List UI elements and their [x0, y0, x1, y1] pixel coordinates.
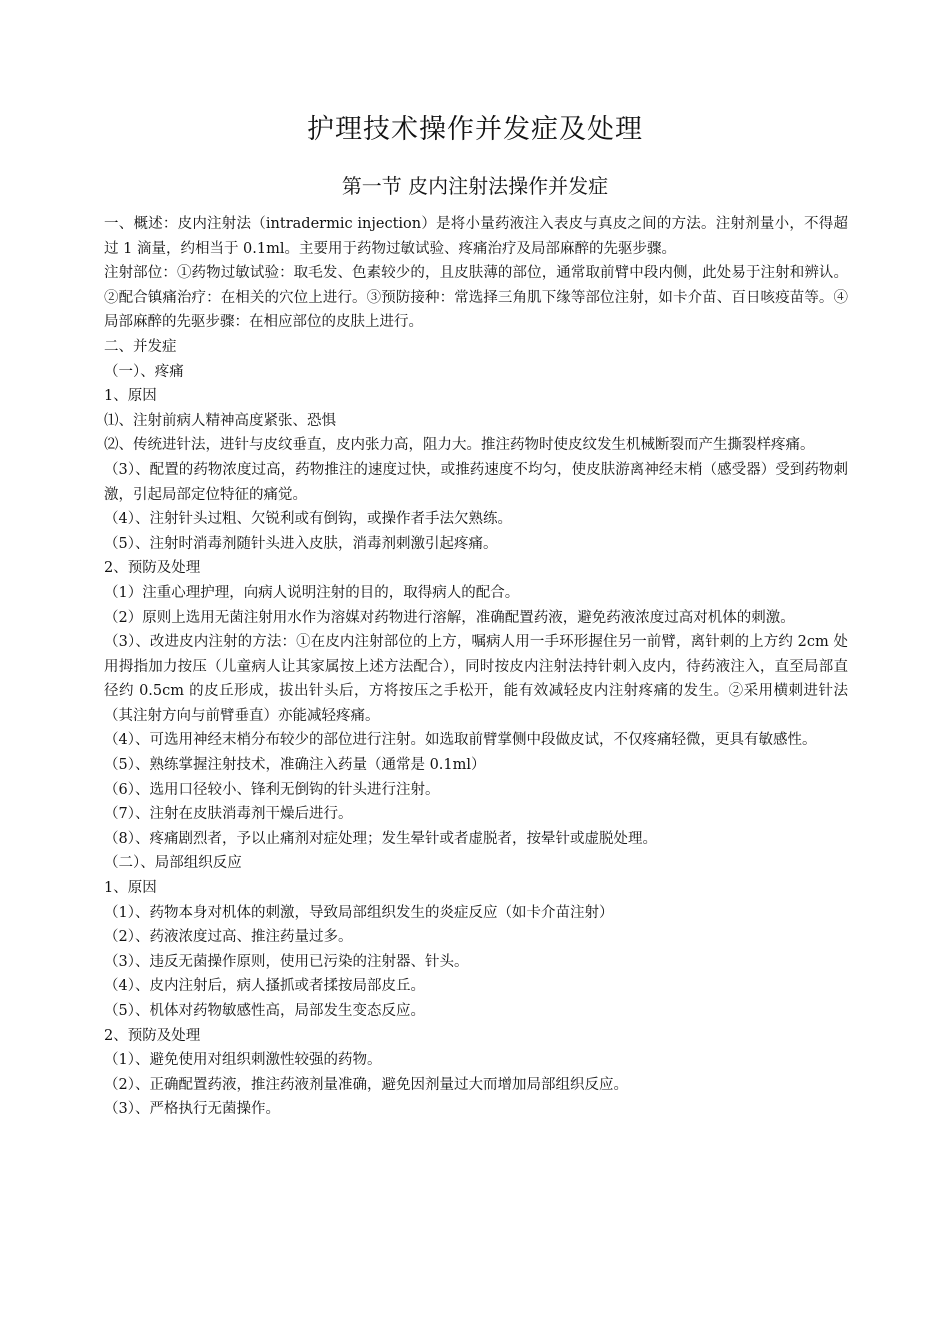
list-item: （1）、药物本身对机体的刺激，导致局部组织发生的炎症反应（如卡介苗注射）	[104, 904, 614, 921]
heading-local-reaction-causes: 1、原因	[104, 880, 157, 897]
document-body	[104, 212, 848, 1122]
list-item: （1）、避免使用对组织刺激性较强的药物。	[104, 1052, 382, 1069]
list-item: ⑵、传统进针法，进针与皮纹垂直，皮内张力高，阻力大。推注药物时使皮纹发生机械断裂而产生撕裂样疼痛。	[104, 437, 815, 454]
section-title: 第一节 皮内注射法操作并发症	[341, 174, 609, 198]
list-item: ⑴、注射前病人精神高度紧张、恐惧	[104, 412, 336, 429]
list-item: （8）、疼痛剧烈者，予以止痛剂对症处理；发生晕针或者虚脱者，按晕针或虚脱处理。	[104, 830, 657, 847]
injection-site-paragraph: 注射部位：①药物过敏试验：取毛发、色素较少的，且皮肤薄的部位，通常取前臂中段内侧，此处易于注射和辨认。②配合镇痛治疗：在相关的穴位上进行。③预防接种：常选择三角肌下缘等部位注射，如卡介苗、百日咳疫苗等。④局部麻醉的先驱步骤：在相应部位的皮肤上进行。	[104, 265, 848, 331]
list-item: （4）、注射针头过粗、欠锐利或有倒钩，或操作者手法欠熟练。	[104, 511, 512, 528]
list-item: （2）、药液浓度过高、推注药量过多。	[104, 929, 353, 946]
heading-local-reaction-prevention: 2、预防及处理	[104, 1027, 201, 1044]
list-item: （3）、违反无菌操作原则，使用已污染的注射器、针头。	[104, 953, 469, 970]
list-item: （2）原则上选用无菌注射用水作为溶媒对药物进行溶解，准确配置药液，避免药液浓度过高对机体的刺激。	[104, 609, 795, 626]
document-title: 护理技术操作并发症及处理	[307, 114, 643, 145]
heading-pain: （一）、疼痛	[104, 363, 184, 380]
list-item: （5）、注射时消毒剂随针头进入皮肤，消毒剂刺激引起疼痛。	[104, 535, 498, 552]
list-item: （3）、严格执行无菌操作。	[104, 1101, 280, 1118]
heading-local-reaction: （二）、局部组织反应	[104, 855, 242, 872]
list-item: （6）、选用口径较小、锋利无倒钩的针头进行注射。	[104, 781, 440, 798]
list-item: （4）、皮内注射后，病人搔抓或者揉按局部皮丘。	[104, 978, 425, 995]
heading-pain-prevention: 2、预防及处理	[104, 560, 201, 577]
list-item: （1）注重心理护理，向病人说明注射的目的，取得病人的配合。	[104, 584, 520, 601]
list-item: （2）、正确配置药液，推注药液剂量准确，避免因剂量过大而增加局部组织反应。	[104, 1076, 628, 1093]
heading-pain-causes: 1、原因	[104, 388, 157, 405]
list-item: （3）、配置的药物浓度过高，药物推注的速度过快，或推药速度不均匀，使皮肤游离神经末梢（感受器）受到药物刺激，引起局部定位特征的痛觉。	[104, 461, 848, 503]
list-item: （3）、改进皮内注射的方法：①在皮内注射部位的上方，嘱病人用一手环形握住另一前臂，离针刺的上方约 2cm 处用拇指加力按压（儿童病人让其家属按上述方法配合），同时按皮内注射法持针刺入皮内，待药液注入，直至局部直径约 0.5cm 的皮丘形成，拔出针头后，方将按压之手松开，能有效减轻皮内注射疼痛的发生。②采用横刺进针法（其注射方向与前臂垂直）亦能减轻疼痛。	[104, 634, 848, 724]
list-item: （7）、注射在皮肤消毒剂干燥后进行。	[104, 806, 353, 823]
heading-complications: 二、并发症	[104, 338, 177, 355]
overview-paragraph: 一、概述：皮内注射法（intradermic injection）是将小量药液注入表皮与真皮之间的方法。注射剂量小，不得超过 1 滴量，约相当于 0.1ml。主要用于药物过敏试验、疼痛治疗及局部麻醉的先驱步骤。	[104, 216, 848, 257]
list-item: （5）、机体对药物敏感性高，局部发生变态反应。	[104, 1003, 425, 1019]
list-item: （5）、熟练掌握注射技术，准确注入药量（通常是 0.1ml）	[104, 757, 486, 774]
list-item: （4）、可选用神经末梢分布较少的部位进行注射。如选取前臂掌侧中段做皮试，不仅疼痛轻微，更具有敏感性。	[104, 732, 817, 749]
